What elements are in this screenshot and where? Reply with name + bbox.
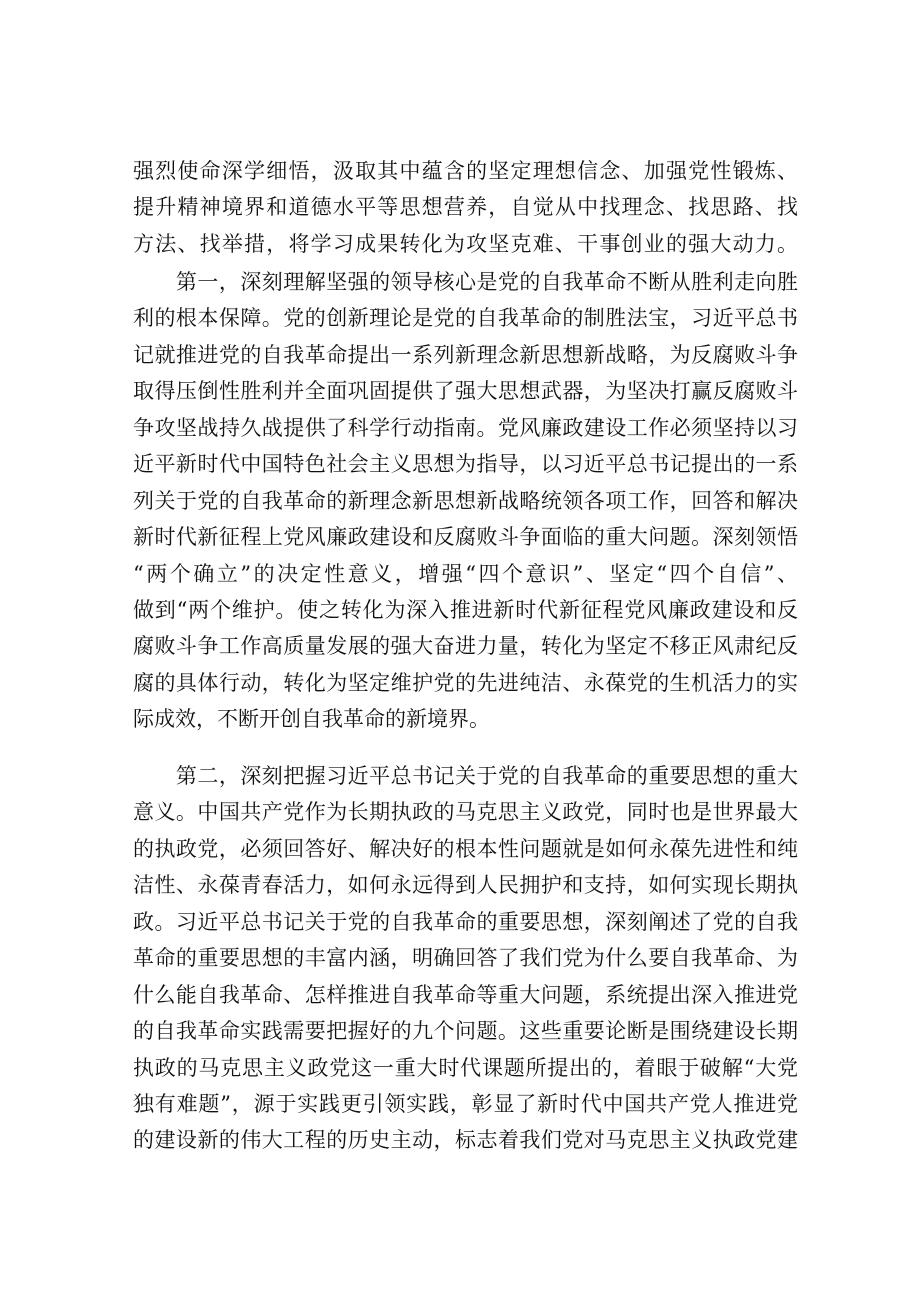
text-line: 做到“两个维护。使之转化为深入推进新时代新征程党风廉政建设和反 (133, 597, 798, 622)
text-line: 强烈使命深学细悟，汲取其中蕴含的坚定理想信念、加强党性锻炼、 (133, 159, 798, 183)
text-line: 什么能自我革命、怎样推进自我革命等重大问题，系统提出深入推进党 (133, 982, 798, 1007)
text-line: 意义。中国共产党作为长期执政的马克思主义政党，同时也是世界最大 (133, 800, 798, 825)
text-line: 取得压倒性胜利并全面巩固提供了强大思想武器，为坚决打赢反腐败斗 (133, 379, 798, 404)
text-line: 政。习近平总书记关于党的自我革命的重要思想，深刻阐述了党的自我 (133, 909, 798, 934)
text-line: 新时代新征程上党风廉政建设和反腐败斗争面临的重大问题。深刻领悟 (133, 525, 798, 550)
text-line: 方法、找举措，将学习成果转化为攻坚克难、干事创业的强大动力。 (133, 231, 798, 256)
text-line: 腐的具体行动，转化为坚定维护党的先进纯洁、永葆党的生机活力的实 (133, 670, 798, 695)
text-line: 利的根本保障。党的创新理论是党的自我革命的制胜法宝，习近平总书 (133, 306, 798, 331)
text-line: 执政的马克思主义政党这一重大时代课题所提出的，着眼于破解“大党 (133, 1055, 798, 1080)
text-line: 第一，深刻理解坚强的领导核心是党的自我革命不断从胜利走向胜 (133, 270, 798, 294)
text-line: 洁性、永葆青春活力，如何永远得到人民拥护和支持，如何实现长期执 (133, 873, 798, 898)
text-line: 提升精神境界和道德水平等思想营养，自觉从中找理念、找思路、找 (133, 195, 798, 220)
text-line: 独有难题”，源于实践更引领实践，彰显了新时代中国共产党人推进党 (133, 1091, 798, 1116)
text-line: 革命的重要思想的丰富内涵，明确回答了我们党为什么要自我革命、为 (133, 946, 798, 971)
text-line: 际成效，不断开创自我革命的新境界。 (133, 707, 490, 732)
text-line: “两个确立”的决定性意义，增强“四个意识”、坚定“四个自信”、 (133, 561, 798, 586)
text-line: 争攻坚战持久战提供了科学行动指南。党风廉政建设工作必须坚持以习 (133, 415, 798, 440)
text-line: 近平新时代中国特色社会主义思想为指导，以习近平总书记提出的一系 (133, 452, 798, 477)
text-line: 腐败斗争工作高质量发展的强大奋进力量，转化为坚定不移正风肃纪反 (133, 634, 798, 659)
paragraph-first-point (133, 264, 798, 738)
text-line: 列关于党的自我革命的新理念新思想新战略统领各项工作，回答和解决 (133, 488, 798, 513)
paragraph-intro-continuation (133, 153, 798, 262)
text-line: 第二，深刻把握习近平总书记关于党的自我革命的重要思想的重大 (133, 764, 798, 788)
text-line: 的自我革命实践需要把握好的九个问题。这些重要论断是围绕建设长期 (133, 1019, 798, 1044)
text-line: 的执政党，必须回答好、解决好的根本性问题就是如何永葆先进性和纯 (133, 836, 798, 861)
paragraph-second-point (133, 758, 798, 1159)
text-line: 的建设新的伟大工程的历史主动，标志着我们党对马克思主义执政党建 (133, 1128, 798, 1153)
text-line: 记就推进党的自我革命提出一系列新理念新思想新战略，为反腐败斗争 (133, 342, 798, 367)
